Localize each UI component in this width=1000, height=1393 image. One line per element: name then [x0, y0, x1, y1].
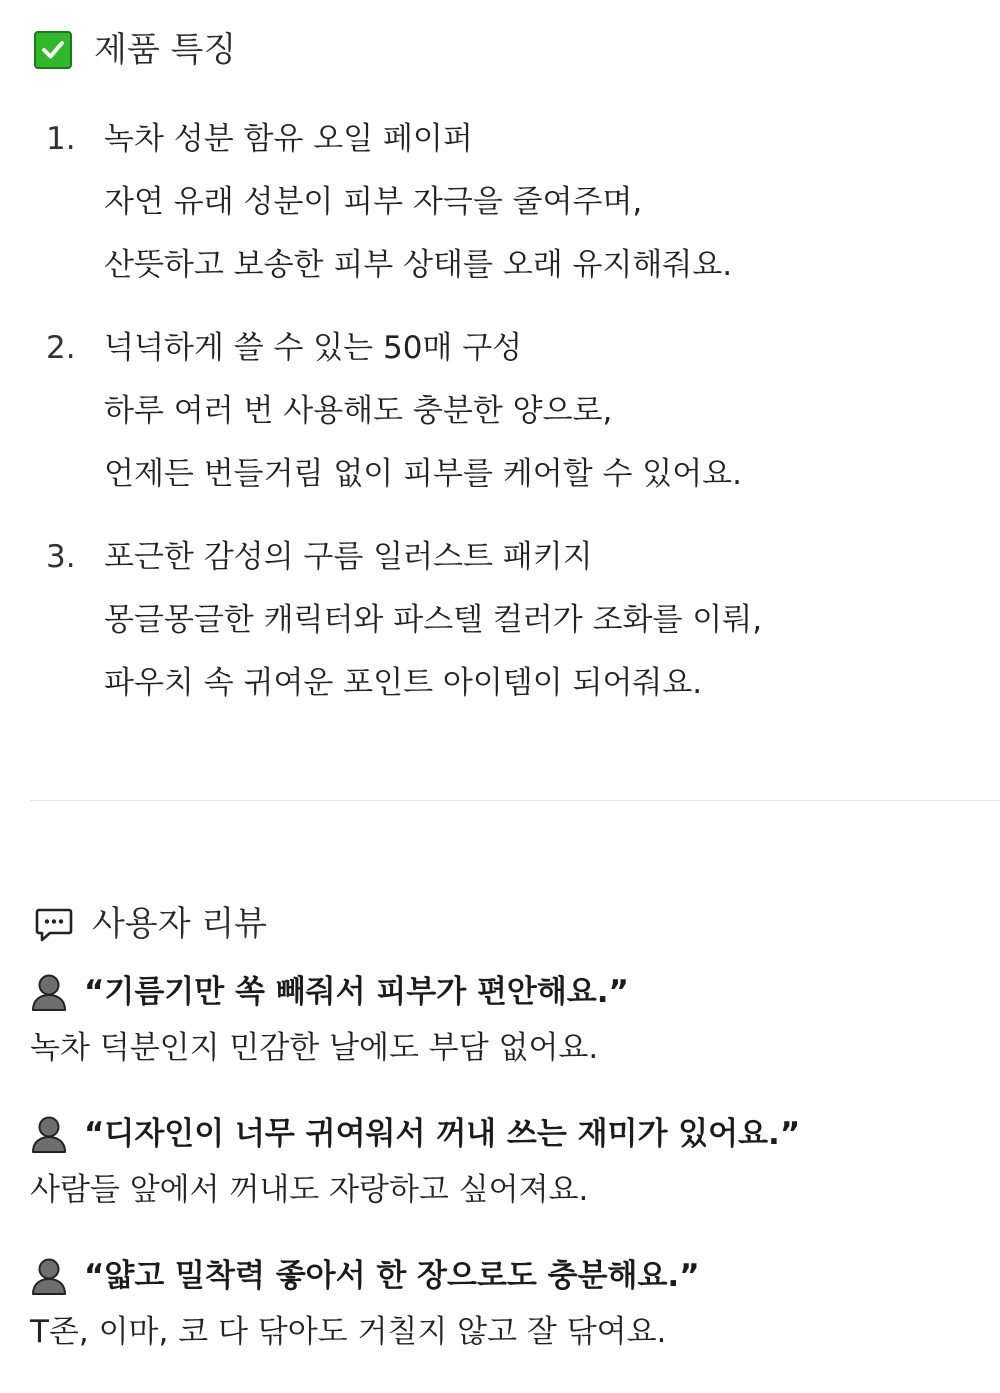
review-item — [30, 1108, 990, 1220]
reviews-heading — [34, 904, 267, 944]
feature-description: 하루 여러 번 사용해도 충분한 양으로, — [104, 393, 613, 429]
feature-number: 3. — [46, 539, 76, 575]
review-headline — [30, 1250, 990, 1302]
features-title: 제품 특징 — [94, 30, 237, 70]
feature-item — [46, 317, 986, 506]
reviews-title: 사용자 리뷰 — [92, 904, 268, 944]
person-silhouette-icon — [30, 1114, 68, 1154]
review-item — [30, 966, 990, 1078]
speech-bubble-icon — [34, 904, 74, 944]
features-heading — [34, 30, 236, 70]
review-quote: “얇고 밀착력 좋아서 한 장으로도 충분해요.” — [84, 1258, 700, 1294]
feature-description: 자연 유래 성분이 피부 자극을 줄여주며, — [104, 184, 643, 220]
feature-description: 언제든 번들거림 없이 피부를 케어할 수 있어요. — [104, 456, 742, 492]
feature-description: 몽글몽글한 캐릭터와 파스텔 컬러가 조화를 이뤄, — [104, 602, 763, 638]
review-item — [30, 1250, 990, 1362]
review-body: T존, 이마, 코 다 닦아도 거칠지 않고 잘 닦여요. — [30, 1314, 667, 1350]
section-divider — [30, 800, 1000, 801]
feature-list — [46, 108, 986, 735]
feature-description: 파우치 속 귀여운 포인트 아이템이 되어줘요. — [104, 665, 703, 701]
feature-item — [46, 526, 986, 715]
review-headline — [30, 966, 990, 1018]
review-headline — [30, 1108, 990, 1160]
feature-item — [46, 108, 986, 297]
review-list — [30, 966, 990, 1392]
check-mark-icon — [34, 31, 72, 69]
person-silhouette-icon — [30, 972, 68, 1012]
feature-heading: 녹차 성분 함유 오일 페이퍼 — [104, 121, 473, 157]
review-body: 녹차 덕분인지 민감한 날에도 부담 없어요. — [30, 1030, 599, 1066]
review-quote: “기름기만 쏙 빼줘서 피부가 편안해요.” — [84, 974, 629, 1010]
feature-heading: 포근한 감성의 구름 일러스트 패키지 — [104, 539, 593, 575]
review-body: 사람들 앞에서 꺼내도 자랑하고 싶어져요. — [30, 1172, 589, 1208]
person-silhouette-icon — [30, 1256, 68, 1296]
feature-number: 1. — [46, 121, 76, 157]
feature-heading: 넉넉하게 쓸 수 있는 50매 구성 — [104, 330, 523, 366]
feature-number: 2. — [46, 330, 76, 366]
feature-description: 산뜻하고 보송한 피부 상태를 오래 유지해줘요. — [104, 247, 733, 283]
review-quote: “디자인이 너무 귀여워서 꺼내 쓰는 재미가 있어요.” — [84, 1116, 801, 1152]
